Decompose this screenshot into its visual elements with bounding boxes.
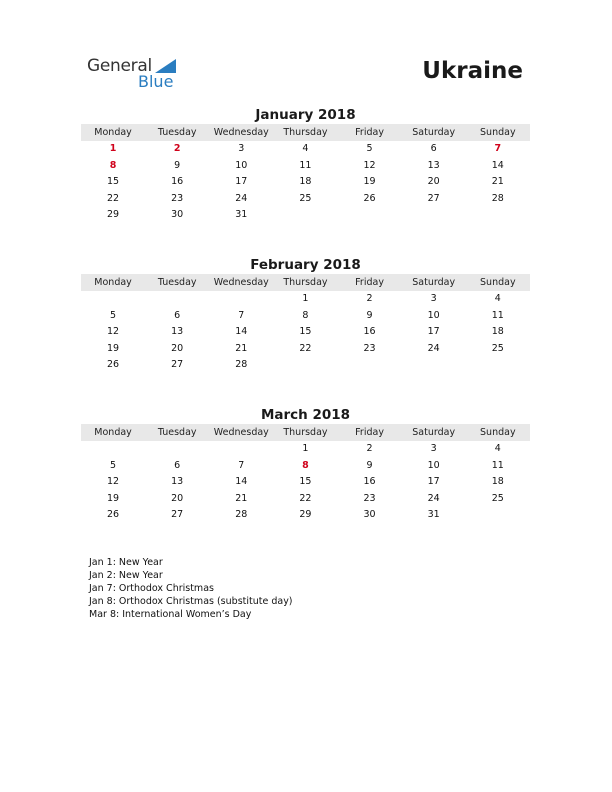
day-cell: 6 (430, 143, 437, 154)
generalblue-logo (87, 56, 187, 92)
day-cell: 31 (235, 209, 248, 220)
day-cell: 18 (491, 476, 504, 487)
week-row (81, 491, 530, 508)
weekday-header (81, 124, 530, 141)
empty-day-cell (273, 207, 337, 224)
day-cell: 23 (171, 192, 184, 204)
day-cell: 25 (299, 192, 312, 204)
empty-day-cell (209, 441, 273, 458)
day-cell: 17 (427, 476, 440, 487)
day-cell: 14 (491, 159, 504, 171)
day-cell: 22 (107, 192, 120, 204)
week-row (81, 141, 530, 158)
day-cell: 19 (363, 176, 376, 187)
day-cell: 20 (171, 492, 184, 504)
day-cell: 30 (363, 509, 376, 520)
day-cell: 26 (107, 359, 120, 370)
day-cell: 11 (491, 459, 504, 471)
day-cell: 18 (491, 326, 504, 337)
holiday-note: Mar 8: International Women’s Day (89, 609, 252, 620)
weekday-label: Saturday (412, 127, 456, 138)
week-row (81, 291, 530, 308)
day-cell: 5 (366, 143, 373, 154)
weekday-label: Monday (94, 127, 132, 138)
day-cell: 1 (302, 443, 309, 454)
empty-day-cell (81, 441, 145, 458)
day-cell: 30 (171, 209, 184, 220)
day-cell: 21 (491, 176, 504, 187)
day-cell: 1 (109, 143, 117, 154)
day-cell: 17 (235, 176, 248, 187)
week-row (81, 507, 530, 524)
week-row (81, 324, 530, 341)
day-cell: 29 (299, 509, 312, 520)
day-cell: 11 (491, 309, 504, 321)
weekday-label: Sunday (480, 127, 516, 138)
logo-word-general: General (87, 56, 152, 76)
weekday-label: Thursday (283, 427, 328, 438)
day-cell: 3 (430, 443, 437, 454)
empty-day-cell (402, 357, 466, 374)
day-cell: 28 (235, 359, 248, 370)
day-cell: 4 (494, 293, 501, 304)
weekday-header (81, 424, 530, 441)
day-cell: 7 (494, 143, 502, 154)
day-cell: 27 (171, 359, 184, 370)
holiday-notes (89, 556, 293, 621)
day-cell: 14 (235, 476, 248, 487)
day-cell: 25 (491, 492, 504, 504)
day-cell: 7 (238, 309, 245, 321)
day-cell: 16 (363, 476, 376, 487)
weekday-label: Wednesday (213, 427, 269, 438)
empty-day-cell (466, 507, 530, 524)
day-cell: 4 (302, 143, 309, 154)
week-row (81, 357, 530, 374)
holiday-note: Jan 8: Orthodox Christmas (substitute day) (89, 596, 293, 607)
month-title: January 2018 (255, 107, 356, 123)
day-cell: 19 (107, 492, 120, 504)
empty-day-cell (466, 207, 530, 224)
day-cell: 12 (107, 326, 120, 337)
weekday-label: Tuesday (157, 127, 197, 138)
day-cell: 8 (109, 159, 117, 171)
day-cell: 26 (363, 192, 376, 204)
day-cell: 22 (299, 342, 312, 354)
empty-day-cell (338, 207, 402, 224)
day-cell: 3 (430, 293, 437, 304)
month-calendar (81, 406, 530, 524)
day-cell: 10 (427, 309, 440, 321)
week-row (81, 207, 530, 224)
weekday-label: Saturday (412, 277, 456, 288)
day-cell: 25 (491, 342, 504, 354)
empty-day-cell (145, 441, 209, 458)
weekday-label: Thursday (283, 277, 328, 288)
day-cell: 11 (299, 159, 312, 171)
day-cell: 5 (110, 459, 117, 471)
weekday-label: Friday (355, 127, 384, 138)
empty-day-cell (338, 357, 402, 374)
day-cell: 24 (427, 492, 440, 504)
day-cell: 29 (107, 209, 120, 220)
day-cell: 21 (235, 492, 248, 504)
day-cell: 28 (491, 192, 504, 204)
day-cell: 26 (107, 509, 120, 520)
day-cell: 3 (238, 143, 245, 154)
holiday-note: Jan 7: Orthodox Christmas (89, 583, 214, 594)
month-title: March 2018 (260, 407, 351, 423)
day-cell: 9 (366, 459, 373, 471)
weekday-label: Monday (94, 277, 132, 288)
week-row (81, 308, 530, 325)
empty-day-cell (402, 207, 466, 224)
day-cell: 8 (302, 309, 309, 321)
week-row (81, 441, 530, 458)
country-title: Ukraine (422, 58, 523, 84)
week-row (81, 174, 530, 191)
day-cell: 6 (174, 459, 181, 471)
day-cell: 20 (171, 342, 184, 354)
weekday-label: Sunday (480, 427, 516, 438)
empty-day-cell (466, 357, 530, 374)
month-calendar (81, 256, 530, 374)
day-cell: 9 (174, 159, 181, 171)
weekday-label: Monday (94, 427, 132, 438)
empty-day-cell (81, 291, 145, 308)
week-row (81, 341, 530, 358)
day-cell: 15 (107, 176, 120, 187)
weekday-label: Tuesday (157, 277, 197, 288)
weekday-label: Tuesday (157, 427, 197, 438)
holiday-note: Jan 2: New Year (89, 570, 163, 581)
logo-triangle-icon (155, 59, 176, 73)
weekday-label: Sunday (480, 277, 516, 288)
day-cell: 31 (427, 509, 440, 520)
day-cell: 13 (171, 476, 184, 487)
weekday-label: Wednesday (213, 127, 269, 138)
week-row (81, 458, 530, 475)
day-cell: 13 (427, 159, 440, 171)
day-cell: 27 (171, 509, 184, 520)
weekday-header (81, 274, 530, 291)
day-cell: 5 (110, 309, 117, 321)
day-cell: 7 (238, 459, 245, 471)
week-row (81, 191, 530, 208)
day-cell: 10 (235, 159, 248, 171)
day-cell: 16 (363, 326, 376, 337)
day-cell: 20 (427, 176, 440, 187)
holiday-note: Jan 1: New Year (89, 557, 163, 568)
empty-day-cell (273, 357, 337, 374)
day-cell: 2 (366, 293, 373, 304)
day-cell: 17 (427, 326, 440, 337)
day-cell: 24 (235, 192, 248, 204)
week-row (81, 474, 530, 491)
day-cell: 12 (107, 476, 120, 487)
logo-word-blue: Blue (138, 72, 174, 91)
empty-day-cell (145, 291, 209, 308)
day-cell: 18 (299, 176, 312, 187)
day-cell: 6 (174, 309, 181, 321)
day-cell: 2 (366, 443, 373, 454)
day-cell: 27 (427, 192, 440, 204)
weekday-label: Saturday (412, 427, 456, 438)
day-cell: 2 (173, 143, 181, 154)
day-cell: 15 (299, 326, 312, 337)
day-cell: 13 (171, 326, 184, 337)
day-cell: 24 (427, 342, 440, 354)
day-cell: 19 (107, 342, 120, 354)
day-cell: 22 (299, 492, 312, 504)
week-row (81, 158, 530, 175)
day-cell: 10 (427, 459, 440, 471)
day-cell: 15 (299, 476, 312, 487)
day-cell: 8 (302, 459, 309, 471)
day-cell: 28 (235, 509, 248, 520)
month-title: February 2018 (250, 257, 361, 273)
weekday-label: Wednesday (213, 277, 269, 288)
month-calendar (81, 106, 530, 224)
day-cell: 1 (302, 293, 309, 304)
day-cell: 12 (363, 159, 376, 171)
day-cell: 21 (235, 342, 248, 354)
day-cell: 14 (235, 326, 248, 337)
day-cell: 16 (171, 176, 184, 187)
day-cell: 4 (494, 443, 501, 454)
day-cell: 23 (363, 492, 376, 504)
weekday-label: Friday (355, 427, 384, 438)
weekday-label: Friday (355, 277, 384, 288)
empty-day-cell (209, 291, 273, 308)
weekday-label: Thursday (283, 127, 328, 138)
day-cell: 23 (363, 342, 376, 354)
day-cell: 9 (366, 309, 373, 321)
